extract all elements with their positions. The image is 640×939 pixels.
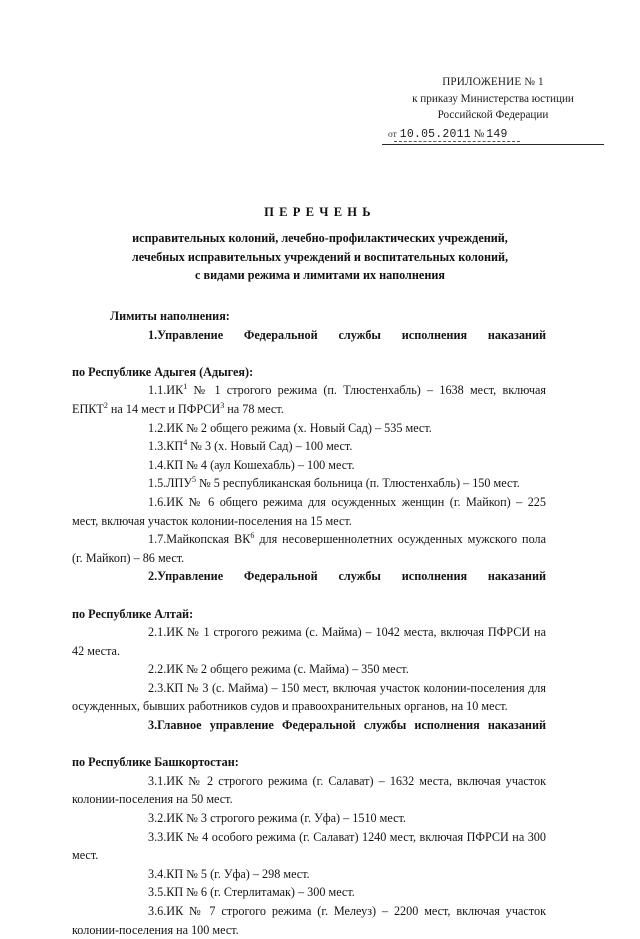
list-item xyxy=(72,865,546,884)
section-number: 3. xyxy=(148,718,158,733)
section-heading xyxy=(72,716,546,753)
section-heading xyxy=(72,326,546,363)
item-text: ИК № 4 особого режима (г. Салават) 1240 мест, включая ПФРСИ на 300 мест. xyxy=(72,829,546,863)
list-item xyxy=(72,679,546,716)
footnote-marker: 3 xyxy=(220,400,225,410)
section-heading xyxy=(72,567,546,604)
subtitle-line-3: с видами режима и лимитами их наполнения xyxy=(195,268,445,283)
list-item xyxy=(72,456,546,475)
document-subtitle xyxy=(64,229,576,285)
section-heading-line-1: Главное управление Федеральной службы исполнения наказаний xyxy=(157,718,546,733)
footnote-marker: 4 xyxy=(183,438,188,448)
item-text: ИК № 3 строгого режима (г. Уфа) – 1510 мест. xyxy=(166,811,406,826)
item-text: ИК № 1 строгого режима (с. Майма) – 1042 места, включая ПФРСИ на 42 места. xyxy=(72,625,546,658)
appendix-header xyxy=(380,74,606,146)
date-dashed-rule xyxy=(394,141,520,142)
item-number: 1.1. xyxy=(148,383,167,398)
item-number: 2.1. xyxy=(148,625,167,640)
appendix-order-line: к приказу Министерства юстиции xyxy=(412,92,574,105)
list-item xyxy=(72,828,546,865)
item-number: 3.1. xyxy=(148,773,167,788)
order-number-value: 149 xyxy=(486,127,508,141)
section-heading-line-1: Управление Федеральной службы исполнения наказаний xyxy=(157,327,546,342)
list-item xyxy=(72,772,546,809)
item-text: Майкопская $ВК^6$ для несовершеннолетних осужденных мужского пола (г. Майкоп) – 86 мест. xyxy=(72,531,546,565)
date-value: 10.05.2011 xyxy=(399,127,471,141)
item-text: $КП^4$ № 3 (х. Новый Сад) – 100 мест. xyxy=(166,438,353,454)
item-number: 1.3. xyxy=(148,439,167,454)
date-prefix-label: от xyxy=(388,129,397,140)
appendix-federation-line: Российской Федерации xyxy=(437,109,549,121)
number-sign-label: № xyxy=(473,127,485,140)
list-item xyxy=(72,660,546,679)
sections-container xyxy=(72,326,546,939)
item-number: 3.6. xyxy=(148,904,167,918)
list-item xyxy=(72,902,546,939)
item-number: 2.3. xyxy=(148,680,167,695)
item-text: ИК № 2 строгого режима (г. Салават) – 1632 места, включая участок колонии-поселения на 50 мест. xyxy=(72,773,546,807)
item-number: 1.6. xyxy=(148,494,167,509)
footnote-marker: 2 xyxy=(103,400,108,410)
item-number: 1.5. xyxy=(148,476,167,491)
list-item xyxy=(72,530,546,567)
item-number: 3.2. xyxy=(148,811,167,826)
subtitle-line-2: лечебных исправительных учреждений и воспитательных колоний, xyxy=(131,249,509,264)
section-number: 1. xyxy=(148,327,158,342)
item-text: КП № 3 (с. Майма) – 150 мест, включая участок колонии-поселения для осужденных, бывших работников судов и правоохранительных органов, на 10 мест. xyxy=(72,680,546,714)
item-text: $ИК^1$ № 1 строгого режима (п. Тлюстенхабль) – 1638 мест, включая ЕПКТ$^2$ на 14 мест и ПФРСИ$^3$ на 78 мест. xyxy=(72,382,546,416)
list-item xyxy=(72,381,546,418)
item-text: КП № 5 (г. Уфа) – 298 мест. xyxy=(166,866,310,881)
limits-heading: Лимиты наполнения: xyxy=(110,309,230,323)
item-number: 3.3. xyxy=(148,829,167,844)
item-number: 1.7. xyxy=(148,532,167,547)
item-text: ИК № 6 общего режима для осужденных женщин (г. Майкоп) – 225 мест, включая участок колонии-поселения на 15 мест. xyxy=(72,494,546,528)
section-heading-line-2: по Республике Адыгея (Адыгея): xyxy=(72,364,254,379)
list-item xyxy=(72,883,546,902)
document-title-block xyxy=(64,205,576,285)
section-heading-line-2: по Республике Алтай: xyxy=(72,606,194,621)
footnote-marker: 6 xyxy=(250,531,255,541)
footnote-marker: 1 xyxy=(183,382,188,392)
appendix-title: ПРИЛОЖЕНИЕ № 1 xyxy=(442,76,544,88)
list-item xyxy=(72,474,546,493)
item-text: ЛПУ$^5$ № 5 республиканская больница (п. Тлюстенхабль) – 150 мест. xyxy=(166,475,520,491)
item-text: ИК № 2 общего режима (с. Майма) – 350 мест. xyxy=(166,662,409,677)
item-number: 2.2. xyxy=(148,662,167,677)
list-item xyxy=(72,623,546,660)
item-number: 3.4. xyxy=(148,866,167,881)
appendix-date-row xyxy=(380,126,606,146)
list-item xyxy=(72,493,546,530)
list-item xyxy=(72,437,546,456)
item-text: ИК № 2 общего режима (х. Новый Сад) – 535 мест. xyxy=(166,420,432,435)
section-heading-line-2: по Республике Башкортостан: xyxy=(72,755,239,770)
item-text: КП № 6 (г. Стерлитамак) – 300 мест. xyxy=(166,885,355,900)
item-number: 3.5. xyxy=(148,885,167,900)
item-number: 1.2. xyxy=(148,420,167,435)
subtitle-line-1: исправительных колоний, лечебно-профилактических учреждений, xyxy=(132,231,508,245)
item-text: КП № 4 (аул Кошехабль) – 100 мест. xyxy=(166,457,355,472)
section-heading-line-1: Управление Федеральной службы исполнения наказаний xyxy=(157,569,546,584)
document-body xyxy=(72,307,546,939)
list-item xyxy=(72,809,546,828)
section-number: 2. xyxy=(148,569,158,584)
item-number: 1.4. xyxy=(148,457,167,472)
page-title: ПЕРЕЧЕНЬ xyxy=(264,205,376,219)
item-text: ИК № 7 строгого режима (г. Мелеуз) – 2200 мест, включая участок колонии-поселения на 100 мест. xyxy=(72,904,546,937)
list-item xyxy=(72,419,546,438)
date-underline-rule xyxy=(382,144,604,145)
footnote-marker: 5 xyxy=(191,475,197,485)
